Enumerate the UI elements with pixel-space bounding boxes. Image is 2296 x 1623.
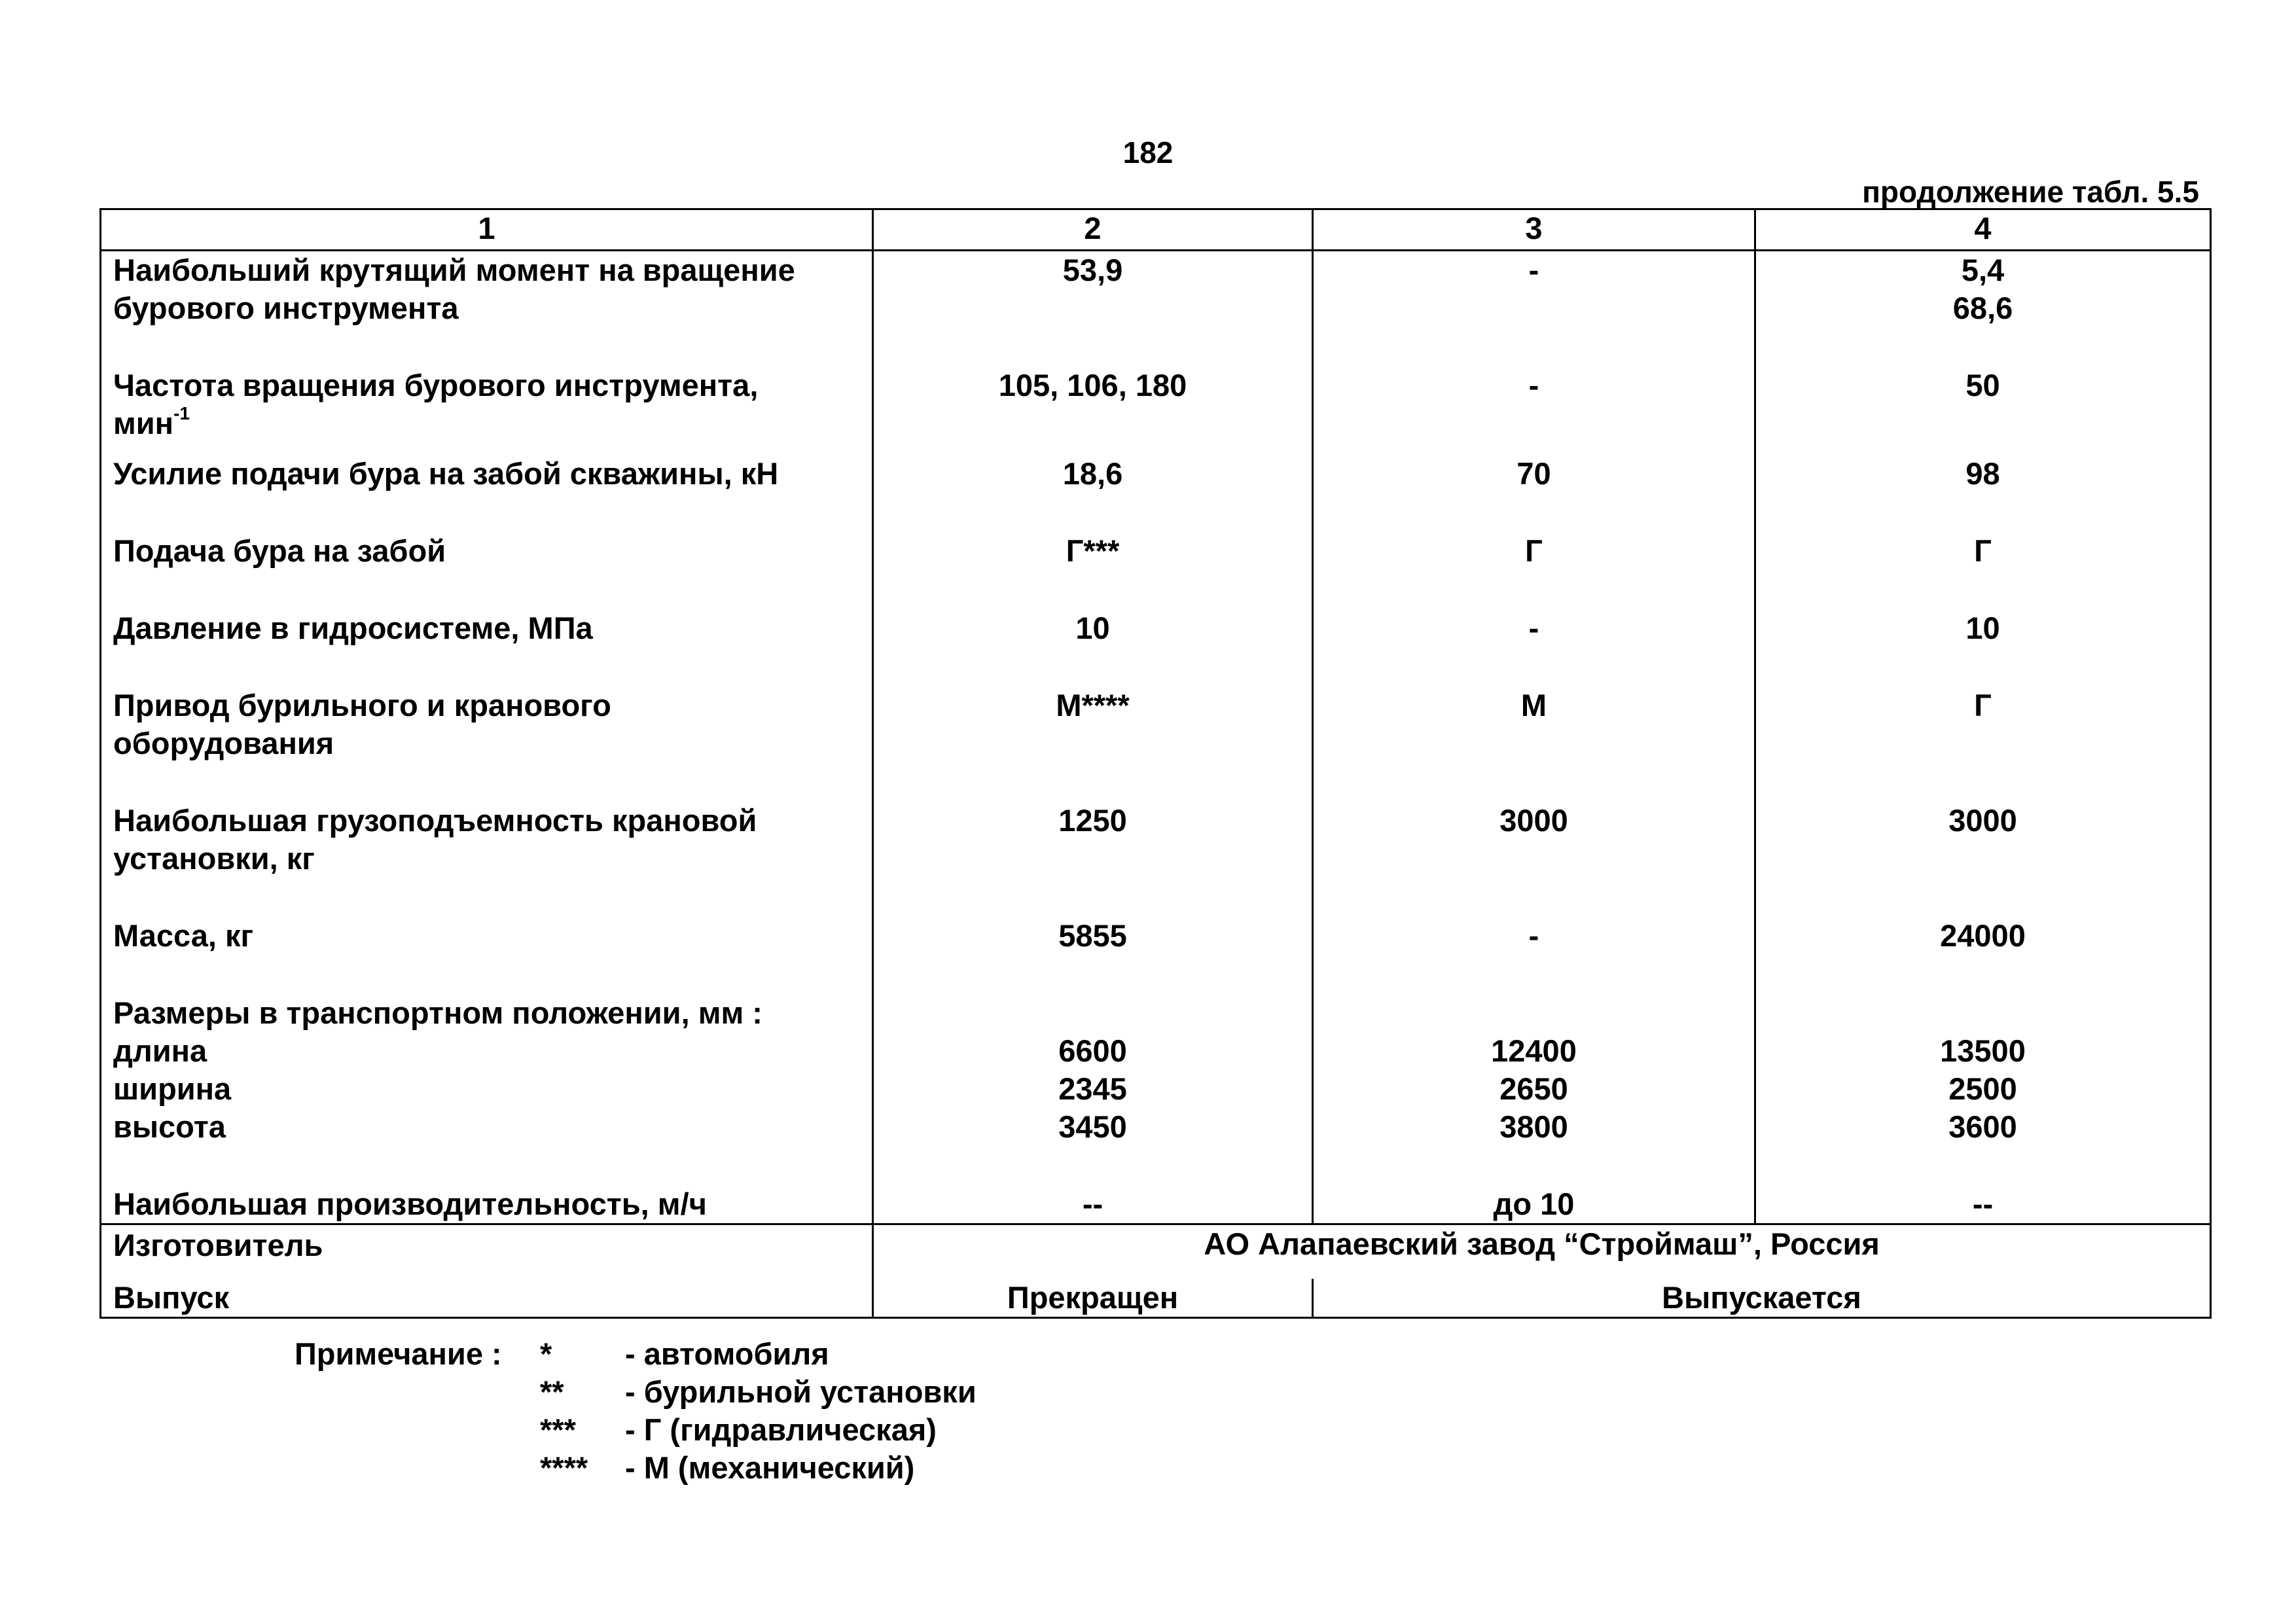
row-label-line [113, 251, 872, 289]
cell-value: до 10 [1493, 1186, 1575, 1221]
row-label-text: Наибольшая грузоподъемность крановой [113, 803, 757, 838]
cell-col3 [1313, 532, 1755, 609]
release-col34: Выпускается [1313, 1279, 2211, 1318]
cell-col2 [873, 994, 1313, 1185]
row-label-text: Подача бура на забой [113, 533, 446, 568]
row-label-line [113, 366, 872, 404]
table-row [101, 532, 2211, 609]
row-label-line [113, 1185, 872, 1223]
row-label-line [113, 840, 872, 878]
cell-value: 3450 [1058, 1109, 1127, 1144]
table-row [101, 366, 2211, 455]
column-header-3: 3 [1313, 209, 1755, 251]
cell-value: 13500 [1940, 1033, 2026, 1068]
row-label-line [113, 994, 872, 1032]
cell-value: 70 [1516, 456, 1551, 491]
note-row [295, 1335, 977, 1373]
cell-col2 [873, 917, 1313, 994]
cell-col4 [1755, 609, 2211, 687]
cell-col3 [1313, 917, 1755, 994]
cell-col2 [873, 802, 1313, 917]
cell-value: - [1528, 918, 1539, 953]
cell-value: 98 [1965, 456, 2000, 491]
cell-value: 10 [1075, 611, 1110, 645]
note-text: - автомобиля [625, 1336, 829, 1371]
cell-value: М [1520, 688, 1547, 722]
cell-col2 [873, 455, 1313, 532]
row-label-text: Привод бурильного и кранового [113, 688, 611, 722]
unit-superscript: -1 [173, 403, 190, 423]
note-key: **** [540, 1450, 588, 1485]
cell-value: 10 [1965, 611, 2000, 645]
table-row [101, 687, 2211, 802]
cell-col4 [1755, 802, 2211, 917]
cell-value: - [1528, 611, 1539, 645]
cell-value: 3000 [1948, 803, 2017, 838]
specification-table [99, 208, 2212, 1319]
cell-col3 [1313, 994, 1755, 1185]
row-label [101, 366, 873, 455]
row-label-text: бурового инструмента [113, 291, 459, 325]
cell-value [874, 994, 1312, 1032]
table-row [101, 455, 2211, 532]
row-label-line [113, 802, 872, 840]
row-label [101, 455, 873, 532]
cell-value: 2650 [1499, 1071, 1568, 1106]
column-header-2: 2 [873, 209, 1313, 251]
row-label-text: ширина [113, 1071, 232, 1106]
cell-value: 5,4 [1961, 253, 2005, 287]
row-label [101, 687, 873, 802]
cell-value [1314, 994, 1754, 1032]
cell-value: 3800 [1499, 1109, 1568, 1144]
row-label [101, 1185, 873, 1224]
cell-value: -- [1082, 1186, 1103, 1221]
cell-value: 53,9 [1062, 253, 1123, 287]
cell-value: 5855 [1058, 918, 1127, 953]
column-header-4: 4 [1755, 209, 2211, 251]
release-row [101, 1279, 2211, 1318]
cell-value: Г*** [1066, 533, 1120, 568]
row-label [101, 609, 873, 687]
cell-col4 [1755, 917, 2211, 994]
cell-col3 [1313, 609, 1755, 687]
notes [295, 1335, 977, 1487]
cell-value: 2500 [1948, 1071, 2017, 1106]
table-row [101, 994, 2211, 1185]
table-continuation-caption: продолжение табл. 5.5 [1862, 175, 2199, 209]
cell-col3 [1313, 687, 1755, 802]
table-row [101, 251, 2211, 367]
cell-value: 12400 [1491, 1033, 1577, 1068]
cell-col4 [1755, 994, 2211, 1185]
page-number: 182 [1122, 135, 1174, 169]
cell-col2 [873, 687, 1313, 802]
cell-col2 [873, 532, 1313, 609]
note-row [295, 1373, 977, 1411]
row-label-line [113, 609, 872, 647]
row-label-text: Частота вращения бурового инструмента, [113, 368, 759, 402]
row-label [101, 251, 873, 367]
cell-value: Г [1974, 688, 1992, 722]
cell-value: 1250 [1058, 803, 1127, 838]
row-label [101, 532, 873, 609]
cell-value: 68,6 [1952, 291, 2013, 325]
header-row [101, 209, 2211, 251]
cell-col2 [873, 251, 1313, 367]
cell-col4 [1755, 251, 2211, 367]
manufacturer-label: Изготовитель [101, 1224, 873, 1279]
cell-value: 3000 [1499, 803, 1568, 838]
row-label-text: мин [113, 406, 174, 440]
row-label [101, 994, 873, 1185]
release-col2: Прекращен [873, 1279, 1313, 1318]
cell-col3 [1313, 802, 1755, 917]
cell-col4 [1755, 1185, 2211, 1224]
cell-value: - [1528, 368, 1539, 402]
row-label-line [113, 289, 872, 327]
cell-col3 [1313, 1185, 1755, 1224]
row-label-text: Масса, кг [113, 918, 254, 953]
row-label [101, 802, 873, 917]
row-label-text: Давление в гидросистеме, МПа [113, 611, 593, 645]
notes-title: Примечание : [295, 1336, 502, 1371]
row-label-line [113, 687, 872, 724]
row-label-text: Наибольшая производительность, м/ч [113, 1186, 707, 1221]
row-label-text: высота [113, 1109, 226, 1144]
row-label-text: Размеры в транспортном положении, мм : [113, 995, 762, 1030]
table-row [101, 1185, 2211, 1224]
note-key: ** [540, 1374, 564, 1409]
cell-col4 [1755, 532, 2211, 609]
row-label-text: длина [113, 1033, 207, 1068]
row-label-line [113, 1032, 872, 1070]
cell-value: -- [1972, 1186, 1994, 1221]
row-label-text: Наибольший крутящий момент на вращение [113, 253, 795, 287]
cell-value: 3600 [1948, 1109, 2017, 1144]
note-row [295, 1449, 977, 1487]
cell-value: 6600 [1058, 1033, 1127, 1068]
row-label-text: установки, кг [113, 841, 315, 876]
cell-col2 [873, 366, 1313, 455]
column-header-1: 1 [101, 209, 873, 251]
row-label-text: Усилие подачи бура на забой скважины, кН [113, 456, 779, 491]
row-label-text: оборудования [113, 726, 334, 760]
cell-value: Г [1525, 533, 1543, 568]
cell-col3 [1313, 251, 1755, 367]
cell-col3 [1313, 366, 1755, 455]
cell-col4 [1755, 687, 2211, 802]
cell-col4 [1755, 455, 2211, 532]
note-text: - М (механический) [625, 1450, 915, 1485]
row-label-line [113, 532, 872, 570]
row-label-line [113, 1070, 872, 1108]
note-row [295, 1411, 977, 1449]
cell-value: Г [1974, 533, 1992, 568]
cell-value: 50 [1965, 368, 2000, 402]
row-label-line [113, 404, 872, 447]
table-row [101, 609, 2211, 687]
manufacturer-value: АО Алапаевский завод “Строймаш”, Россия [873, 1224, 2211, 1279]
note-key: * [540, 1336, 552, 1371]
row-label-line [113, 1108, 872, 1146]
manufacturer-row [101, 1224, 2211, 1279]
note-key: *** [540, 1412, 576, 1447]
note-text: - бурильной установки [625, 1374, 977, 1409]
cell-value: - [1528, 253, 1539, 287]
cell-value: 24000 [1940, 918, 2026, 953]
row-label-line [113, 455, 872, 493]
cell-col2 [873, 609, 1313, 687]
cell-col3 [1313, 455, 1755, 532]
cell-value [1756, 994, 2210, 1032]
table-body [101, 251, 2211, 1318]
release-label: Выпуск [101, 1279, 873, 1318]
cell-col2 [873, 1185, 1313, 1224]
table-row [101, 802, 2211, 917]
cell-value: 105, 106, 180 [998, 368, 1187, 402]
row-label [101, 917, 873, 994]
row-label-line [113, 724, 872, 762]
table-row [101, 917, 2211, 994]
cell-value: 18,6 [1062, 456, 1123, 491]
cell-value: 2345 [1058, 1071, 1127, 1106]
row-label-line [113, 917, 872, 955]
cell-col4 [1755, 366, 2211, 455]
cell-value: М**** [1056, 688, 1130, 722]
note-text: - Г (гидравлическая) [625, 1412, 937, 1447]
